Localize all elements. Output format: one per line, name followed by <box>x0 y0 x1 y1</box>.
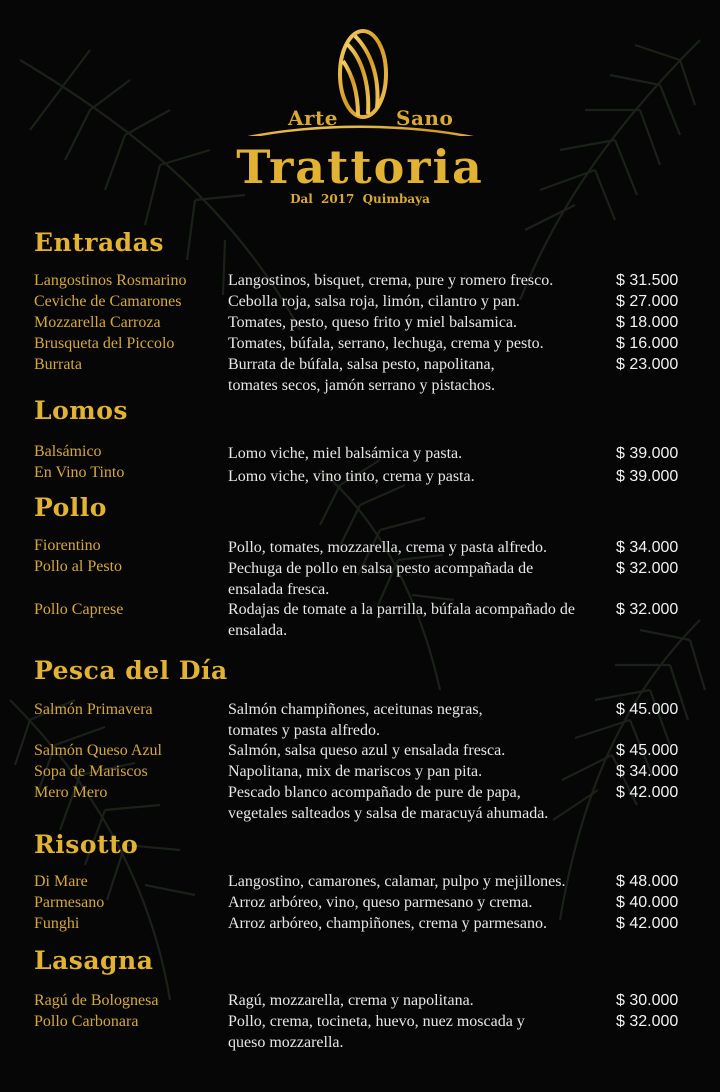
egg-logo-icon <box>210 26 510 136</box>
item-name: Parmesano <box>34 894 105 911</box>
item-description: Lomo viche, vino tinto, crema y pasta. <box>228 468 475 485</box>
section-title: Pesca del Día <box>34 656 228 685</box>
item-description: Pollo, crema, tocineta, huevo, nuez moscada y queso mozzarella. <box>228 1013 525 1051</box>
item-description: Langostinos, bisquet, crema, pure y romero fresco. <box>228 272 554 289</box>
item-price: $ 27.000 <box>616 293 679 310</box>
item-description: Lomo viche, miel balsámica y pasta. <box>228 445 463 462</box>
section-title: Entradas <box>34 228 164 257</box>
section-risotto <box>34 830 694 932</box>
item-name: Langostinos Rosmarino <box>34 272 187 289</box>
item-description: Salmón champiñones, aceitunas negras, tomates y pasta alfredo. <box>228 701 483 739</box>
item-price: $ 34.000 <box>616 539 679 556</box>
logo-city: Quimbaya <box>362 192 430 206</box>
item-price: $ 16.000 <box>616 335 679 352</box>
item-name: En Vino Tinto <box>34 464 125 481</box>
logo-arte-text: Arte <box>288 106 339 130</box>
item-description: Rodajas de tomate a la parrilla, búfala acompañado de ensalada. <box>228 601 575 639</box>
item-price: $ 32.000 <box>616 1013 679 1030</box>
brand-name: Trattoria <box>236 140 484 194</box>
item-price: $ 48.000 <box>616 873 679 890</box>
item-price: $ 39.000 <box>616 468 679 485</box>
item-description: Burrata de búfala, salsa pesto, napolitana, tomates secos, jamón serrano y pistachos. <box>228 356 496 394</box>
item-name: Pollo Carbonara <box>34 1013 139 1030</box>
section-title: Lomos <box>34 396 128 425</box>
item-description: Arroz arbóreo, vino, queso parmesano y crema. <box>228 894 533 911</box>
section-title: Pollo <box>34 493 107 522</box>
item-name: Burrata <box>34 356 82 373</box>
item-price: $ 42.000 <box>616 784 679 801</box>
section-entradas <box>34 228 694 394</box>
item-price: $ 45.000 <box>616 701 679 718</box>
section-title: Risotto <box>34 830 139 859</box>
item-name: Brusqueta del Piccolo <box>34 335 175 352</box>
item-price: $ 32.000 <box>616 601 679 618</box>
item-description: Langostino, camarones, calamar, pulpo y mejillones. <box>228 873 566 890</box>
trattoria-logo <box>210 26 510 216</box>
item-price: $ 39.000 <box>616 445 679 462</box>
section-lasagna <box>34 946 694 1051</box>
item-price: $ 40.000 <box>616 894 679 911</box>
item-name: Di Mare <box>34 873 88 890</box>
item-description: Ragú, mozzarella, crema y napolitana. <box>228 992 474 1009</box>
item-name: Pollo Caprese <box>34 601 124 618</box>
item-name: Funghi <box>34 915 80 932</box>
item-price: $ 32.000 <box>616 560 679 577</box>
section-pollo <box>34 493 694 639</box>
item-name: Sopa de Mariscos <box>34 763 148 780</box>
logo-sano-text: Sano <box>396 106 454 130</box>
item-name: Ragú de Bolognesa <box>34 992 159 1009</box>
item-price: $ 30.000 <box>616 992 679 1009</box>
item-description: Cebolla roja, salsa roja, limón, cilantro y pan. <box>228 293 520 310</box>
item-description: Pescado blanco acompañado de pure de papa, vegetales salteados y salsa de maracuyá ahumada. <box>228 784 549 822</box>
item-price: $ 45.000 <box>616 742 679 759</box>
item-name: Fiorentino <box>34 537 101 554</box>
item-name: Mero Mero <box>34 784 108 801</box>
section-pesca-del-dia <box>34 656 694 822</box>
section-lomos <box>34 396 694 485</box>
item-name: Mozzarella Carroza <box>34 314 161 331</box>
item-name: Salmón Queso Azul <box>34 742 162 759</box>
item-name: Ceviche de Camarones <box>34 293 182 310</box>
item-price: $ 18.000 <box>616 314 679 331</box>
item-description: Tomates, búfala, serrano, lechuga, crema y pesto. <box>228 335 544 352</box>
item-description: Napolitana, mix de mariscos y pan pita. <box>228 763 483 780</box>
item-price: $ 42.000 <box>616 915 679 932</box>
item-price: $ 31.500 <box>616 272 679 289</box>
item-description: Salmón, salsa queso azul y ensalada fresca. <box>228 742 506 759</box>
section-title: Lasagna <box>34 946 154 975</box>
item-description: Arroz arbóreo, champiñones, crema y parmesano. <box>228 915 547 932</box>
logo-since: Dal 2017 <box>290 192 355 206</box>
item-description: Pechuga de pollo en salsa pesto acompañada de ensalada fresca. <box>228 560 534 598</box>
item-price: $ 23.000 <box>616 356 679 373</box>
item-description: Tomates, pesto, queso frito y miel balsamica. <box>228 314 518 331</box>
item-price: $ 34.000 <box>616 763 679 780</box>
logo-subtitle <box>210 192 510 206</box>
item-name: Salmón Primavera <box>34 701 153 718</box>
item-description: Pollo, tomates, mozzarella, crema y pasta alfredo. <box>228 539 547 556</box>
item-name: Pollo al Pesto <box>34 558 123 575</box>
item-name: Balsámico <box>34 443 102 460</box>
